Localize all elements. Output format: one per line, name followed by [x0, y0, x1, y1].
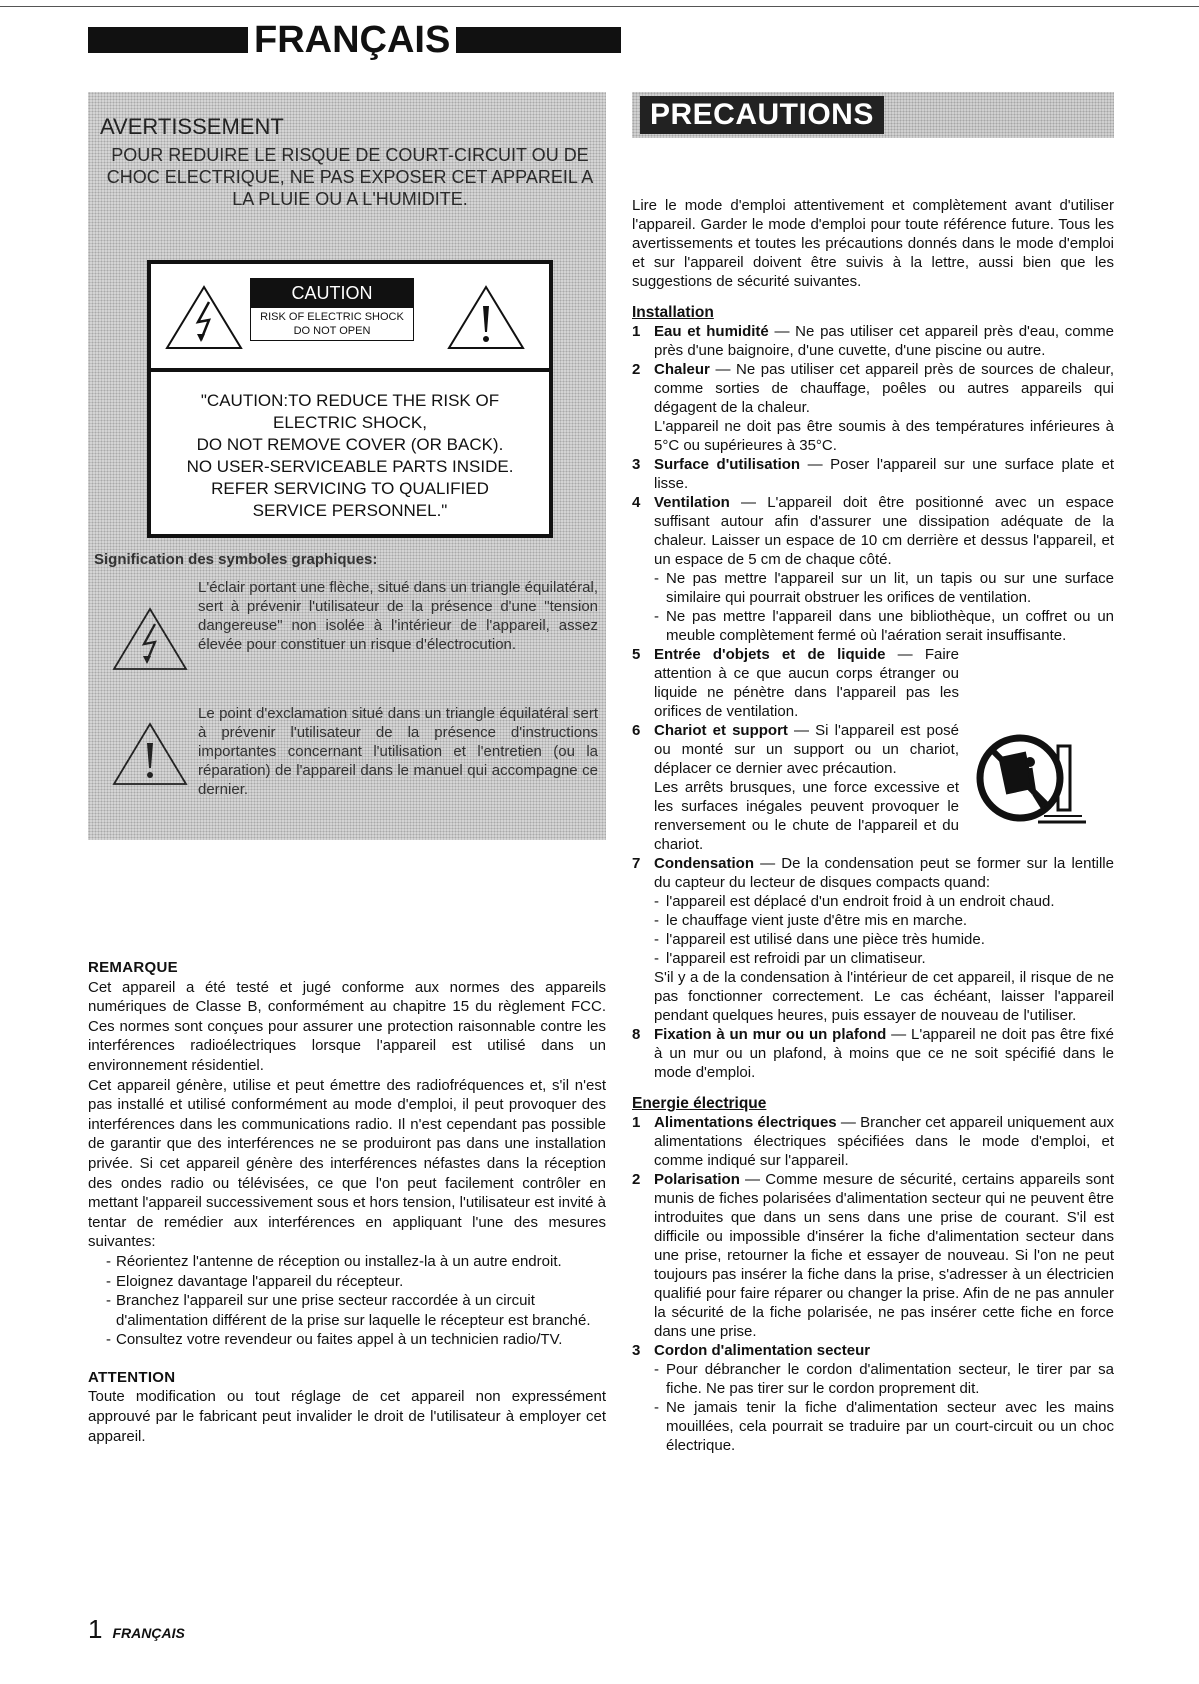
item-heading: Condensation — [654, 855, 754, 872]
right-column — [632, 196, 1114, 1455]
item-text: — Poser l'appareil sur une surface plate et lisse. — [654, 456, 1115, 492]
installation-item-7 — [632, 854, 1114, 1025]
item-bullet: - l'appareil est utilisé dans une pièce très humide. — [654, 930, 1114, 949]
item-number: 2 — [632, 361, 641, 378]
exclamation-symbol-text: Le point d'exclamation situé dans un triangle équilatéral sert à prévenir l'utilisateur de la présence d'instructions importantes concernant l'utilisation et l'entretien (ou la réparation) de l'appareil dans le manuel qui accompagne ce dernier. — [198, 705, 598, 798]
item-text: — Faire attention à ce que aucun corps étranger ou liquide ne pénètre dans l'appareil pas les orifices de ventilation. — [654, 646, 959, 720]
item-text: — Comme mesure de sécurité, certains appareils sont munis de fiches polarisées d'alimentation secteur qui ne peuvent être introduites que dans un sens dans une prise de courant. S'il est difficile ou impossible d'insérer la fiche d'alimentation secteur dans une prise, retourner la fiche et essayer de nouveau. Si l'on ne peut toujours pas insérer la fiche dans la prise, s'adresser à un électricien qualifié pour faire réparer ou changer la prise. Afin de ne pas annuler la sécurité de la fiche polarisée, ne pas insérer cette fiche en force dans une prise. — [654, 1171, 1114, 1340]
left-column — [88, 958, 606, 1446]
item-heading: Polarisation — [654, 1171, 740, 1188]
caution-tag-line-1: RISK OF ELECTRIC SHOCK — [260, 311, 404, 323]
caution-label-box — [147, 260, 553, 538]
precautions-banner — [632, 92, 1114, 138]
item-heading: Eau et humidité — [654, 323, 769, 340]
caution-line-6: SERVICE PERSONNEL." — [252, 501, 448, 520]
installation-item-3 — [632, 455, 1114, 493]
item-bullet: - l'appareil est refroidi par un climatiseur. — [654, 949, 1114, 968]
language-header — [88, 20, 621, 60]
item-text: — Ne pas utiliser cet appareil près de sources de chaleur, comme sorties de chauffage, poêles ou autres appareils qui dégagent de la chaleur. — [654, 361, 1114, 416]
item-number: 3 — [632, 1342, 641, 1359]
item-note: S'il y a de la condensation à l'intérieur de cet appareil, il risque de ne pas fonctionner correctement. Le cas échéant, laisser l'appareil pendant quelques heures, puis essayer de nouveau de l'utiliser. — [654, 969, 1114, 1024]
item-bullet: - l'appareil est déplacé d'un endroit froid à un endroit chaud. — [654, 892, 1114, 911]
caution-tag-sub — [250, 308, 414, 341]
energie-item-3 — [632, 1341, 1114, 1455]
installation-item-8 — [632, 1025, 1114, 1082]
lightning-triangle-icon — [165, 284, 243, 350]
caution-tag — [250, 278, 414, 341]
item-number: 1 — [632, 1114, 641, 1131]
item-bullet: - Ne jamais tenir la fiche d'alimentation secteur avec les mains mouillées, cela pourrait se traduire par un court-circuit ou un choc électrique. — [654, 1398, 1114, 1455]
lightning-symbol-text: L'éclair portant une flèche, situé dans un triangle équilatéral, sert à prévenir l'utilisateur de la présence d'une "tension dangereuse" non isolée à l'intérieur de l'appareil, assez élevée pour constituer un risque d'électrocution. — [198, 579, 598, 653]
installation-item-2 — [632, 360, 1114, 455]
item-note: L'appareil ne doit pas être soumis à des températures inférieures à 5°C ou supérieures à 35°C. — [654, 418, 1114, 454]
warning-text: POUR REDUIRE LE RISQUE DE COURT-CIRCUIT OU DE CHOC ELECTRIQUE, NE PAS EXPOSER CET APPAREIL A LA PLUIE OU A L'HUMIDITE. — [106, 145, 594, 209]
energie-item-2 — [632, 1170, 1114, 1341]
lightning-symbol-icon — [112, 607, 188, 671]
item-heading: Ventilation — [654, 494, 730, 511]
remarque-paragraph-2: Cet appareil génère, utilise et peut émettre des radiofréquences et, s'il n'est pas installé et utilisé conformément au mode d'emploi, il peut provoquer des interférences dans les communications radio. Il n'est cependant pas possible de garantir que des interférences ne se produiront pas dans une installation privée. Si cet appareil génère des interférences néfastes dans la réception des ondes radio ou télévisées, ce que l'on peut facilement contrôler en mettant l'appareil successivement sous et hors tension, l'utilisateur est invité à tentar de remédier aux interférences en appliquant l'une des mesures suivantes: — [88, 1076, 606, 1251]
item-text: — Si l'appareil est posé ou monté sur un support ou un chariot, déplacer ce dernier avec précaution. — [654, 722, 960, 777]
item-text: — De la condensation peut se former sur la lentille du capteur du lecteur de disques compacts quand: — [654, 855, 1114, 891]
precautions-intro: Lire le mode d'emploi attentivement et complètement avant d'utiliser l'appareil. Garder le mode d'emploi pour toute référence future. Tous les avertissements et toutes les précautions donnés dans le mode d'emploi et sur l'appareil doivent être suivis à la lettre, aussi bien que les suggestions de sécurité suivantes. — [632, 197, 1114, 290]
installation-item-6 — [632, 721, 959, 854]
caution-line-3: DO NOT REMOVE COVER (OR BACK). — [196, 435, 504, 454]
item-heading: Fixation à un mur ou un plafond — [654, 1026, 887, 1043]
top-rule — [0, 6, 1199, 7]
exclamation-symbol-icon — [112, 722, 188, 786]
item-heading: Chariot et support — [654, 722, 788, 739]
installation-item-5 — [632, 645, 959, 721]
header-bar-right — [456, 27, 621, 53]
caution-line-2: ELECTRIC SHOCK, — [273, 413, 427, 432]
item-heading: Alimentations électriques — [654, 1114, 837, 1131]
item-text: — L'appareil ne doit pas être fixé à un mur ou un plafond, à moins que ce ne soit spécifié dans le mode d'emploi. — [654, 1026, 1114, 1081]
list-item: - Eloignez davantage l'appareil du récepteur. — [88, 1272, 606, 1292]
caution-line-5: REFER SERVICING TO QUALIFIED — [211, 479, 489, 498]
remarque-paragraph-1: Cet appareil a été testé et jugé conforme aux normes des appareils numériques de Classe B, conformément au chapitre 15 du règlement FCC. Ces normes sont conçues pour assurer une protection raisonnable contre les interférences radioélectriques lorsque l'appareil est utilisé dans un environnement résidentiel. — [88, 978, 606, 1074]
item-text: — Ne pas utiliser cet appareil près d'eau, comme près d'une baignoire, d'une cuvette, d'une piscine ou autre. — [654, 323, 1114, 359]
caution-top — [151, 264, 549, 372]
item-bullet: - le chauffage vient juste d'être mis en marche. — [654, 911, 1114, 930]
item-number: 3 — [632, 456, 641, 473]
item-number: 7 — [632, 855, 641, 872]
page-footer — [88, 1614, 185, 1645]
remarque-measures-list — [88, 1252, 606, 1350]
item-number: 8 — [632, 1026, 641, 1043]
page-title: FRANÇAIS — [254, 19, 451, 61]
caution-tag-line-2: DO NOT OPEN — [293, 325, 371, 337]
cart-warning-icon — [972, 732, 1092, 832]
item-heading: Chaleur — [654, 361, 710, 378]
installation-item-4 — [632, 493, 1114, 645]
item-number: 1 — [632, 323, 641, 340]
item-bullet: - Ne pas mettre l'appareil sur un lit, un tapis ou sur une surface similaire qui pourrait obstruer les orifices de ventilation. — [654, 569, 1114, 607]
caution-line-4: NO USER-SERVICEABLE PARTS INSIDE. — [186, 457, 514, 476]
item-heading: Cordon d'alimentation secteur — [654, 1342, 871, 1359]
energie-item-1 — [632, 1113, 1114, 1170]
installation-item-1 — [632, 322, 1114, 360]
item-number: 2 — [632, 1171, 641, 1188]
list-item: - Réorientez l'antenne de réception ou installez-la à un autre endroit. — [88, 1252, 606, 1272]
energie-title: Energie électrique — [632, 1095, 767, 1112]
item-text: — L'appareil doit être positionné avec un espace suffisant autour afin d'assurer une dissipation adéquate de la chaleur. Laisser un espace de 10 cm derrière et dessus l'appareil, et un espace de 5 cm de chaque côté. — [654, 494, 1114, 568]
exclamation-triangle-icon — [447, 284, 525, 350]
warning-panel — [88, 92, 606, 840]
caution-tag-label: CAUTION — [250, 278, 414, 308]
footer-label: FRANÇAIS — [112, 1625, 185, 1641]
remarque-title: REMARQUE — [88, 959, 178, 976]
item-number: 6 — [632, 722, 641, 739]
item-bullet: - Ne pas mettre l'appareil dans une bibliothèque, un coffret ou un meuble complètement fermé où l'aération serait insuffisante. — [654, 607, 1114, 645]
warning-title: AVERTISSEMENT — [100, 114, 284, 139]
list-item: - Consultez votre revendeur ou faites appel à un technicien radio/TV. — [88, 1330, 606, 1350]
item-bullet: - Pour débrancher le cordon d'alimentation secteur, le tirer par sa fiche. Ne pas tirer sur le cordon proprement dit. — [654, 1360, 1114, 1398]
symbols-title: Signification des symboles graphiques: — [94, 551, 378, 568]
page-number: 1 — [88, 1614, 103, 1644]
precautions-title: PRECAUTIONS — [640, 96, 884, 134]
attention-title: ATTENTION — [88, 1368, 176, 1386]
item-heading: Surface d'utilisation — [654, 456, 801, 473]
caution-line-1: "CAUTION:TO REDUCE THE RISK OF — [200, 391, 500, 410]
item-number: 4 — [632, 494, 641, 511]
attention-text: Toute modification ou tout réglage de cet appareil non expressément approuvé par le fabricant peut invalider le droit de l'utilisateur à employer cet appareil. — [88, 1388, 606, 1445]
list-item: - Branchez l'appareil sur une prise secteur raccordée à un circuit d'alimentation différent de la prise sur laquelle le récepteur est branché. — [88, 1291, 606, 1330]
caution-statement — [151, 390, 549, 522]
item-note: Les arrêts brusques, une force excessive et les surfaces inégales peuvent provoquer le renversement ou le chute de l'appareil et du chariot. — [654, 779, 959, 853]
item-text: — Brancher cet appareil uniquement aux alimentations électriques spécifiées dans le mode d'emploi, et comme indiqué sur l'appareil. — [654, 1114, 1114, 1169]
installation-title: Installation — [632, 304, 714, 321]
item-number: 5 — [632, 646, 641, 663]
header-bar-left — [88, 27, 248, 53]
item-heading: Entrée d'objets et de liquide — [654, 646, 886, 663]
